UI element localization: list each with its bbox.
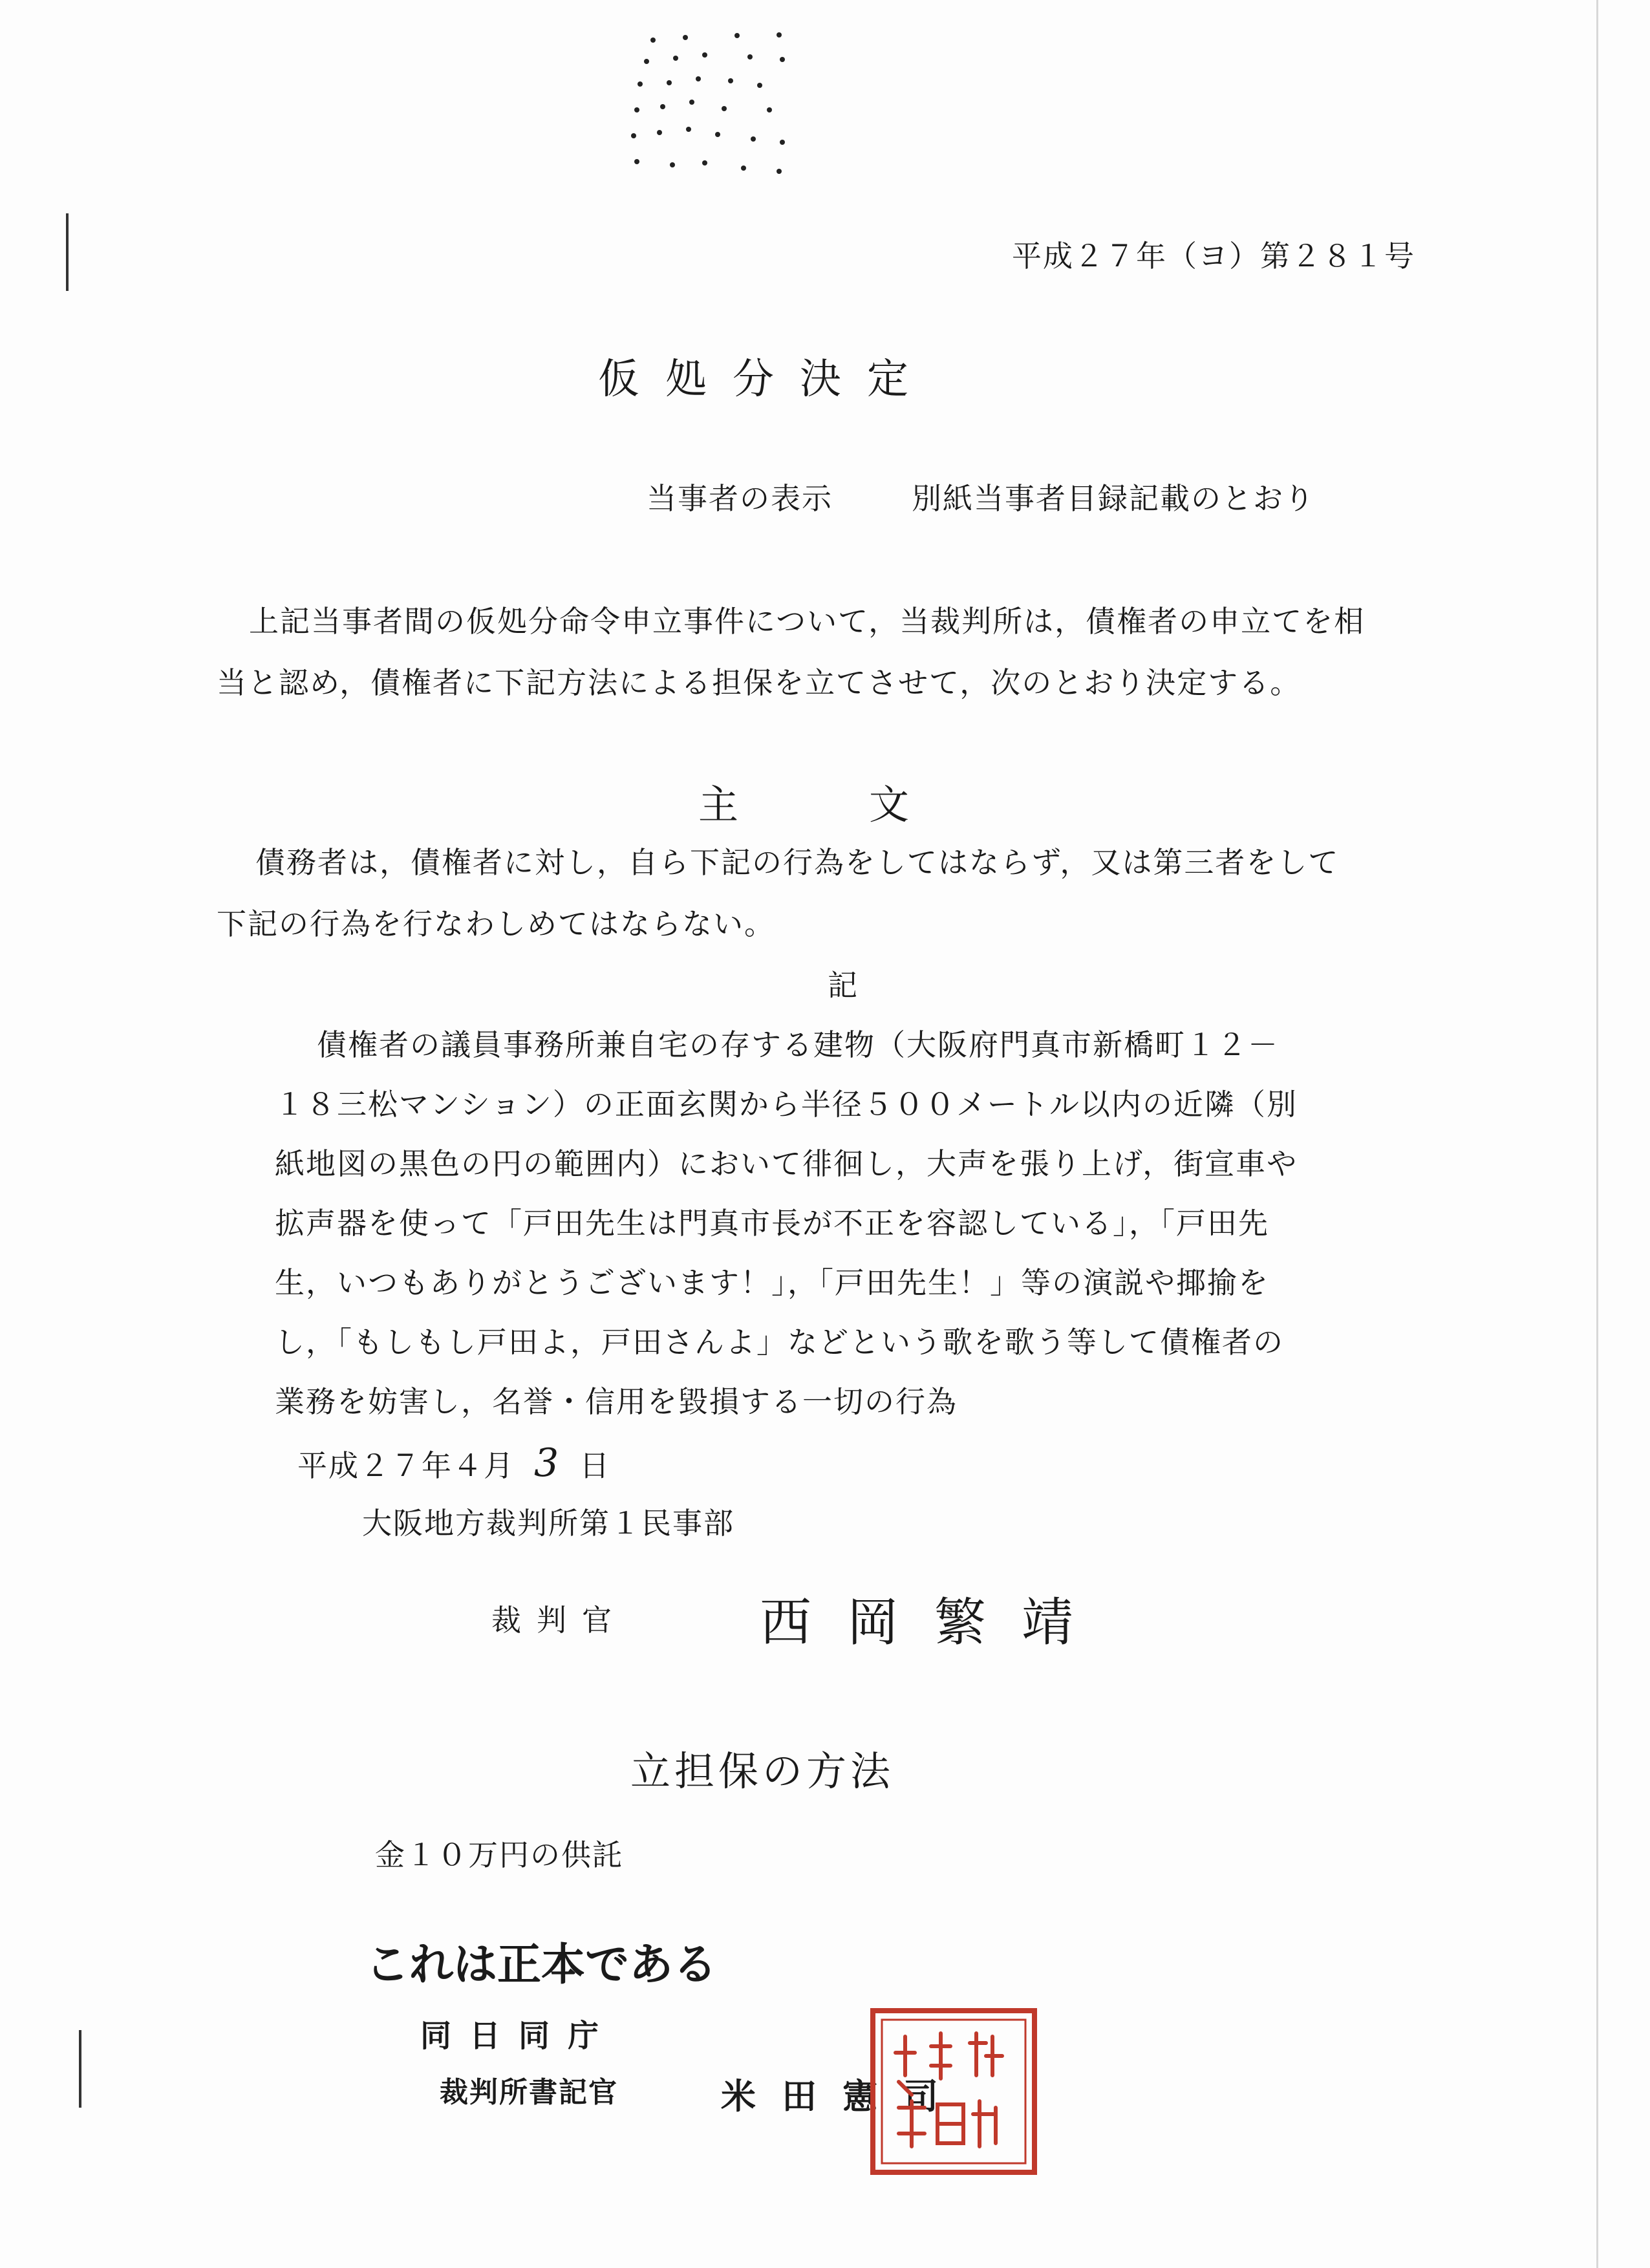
act-line-4: 拡声器を使って「戸田先生は門真市長が不正を容認している」，「戸田先 — [275, 1206, 1269, 1241]
parties-label: 当事者の表示 — [647, 481, 833, 516]
judge-name: 西岡繁靖 — [760, 1592, 1109, 1653]
date-suffix: 日 — [579, 1448, 611, 1483]
intro-line-2: 当と認め，債権者に下記方法による担保を立てさせて，次のとおり決定する。 — [217, 665, 1302, 700]
certification-statement: これは正本である — [365, 1940, 718, 1991]
punch-mark-top — [66, 213, 69, 291]
act-line-6: し，「もしもし戸田よ，戸田さんよ」などという歌を歌う等して債権者の — [275, 1325, 1284, 1360]
act-line-7: 業務を妨害し，名誉・信用を毀損する一切の行為 — [275, 1384, 958, 1419]
judge-label: 裁判官 — [491, 1603, 627, 1638]
case-number: 平成２７年（ヨ）第２８１号 — [1012, 239, 1415, 273]
page-edge-line — [1596, 0, 1598, 2268]
main-text-line-1: 債務者は，債権者に対し，自ら下記の行為をしてはならず，又は第三者をして — [255, 845, 1340, 880]
court-seal — [866, 2004, 1041, 2179]
security-content: 金１０万円の供託 — [375, 1837, 623, 1872]
clerk-name: 米田憲司 — [721, 2076, 964, 2117]
act-line-3: 紙地図の黒色の円の範囲内）において徘徊し，大声を張り上げ，街宣車や — [275, 1146, 1298, 1181]
act-line-2: １８三松マンション）の正面玄関から半径５００メートル以内の近隣（別 — [275, 1087, 1298, 1122]
main-text-line-2: 下記の行為を行なわしめてはならない。 — [217, 906, 775, 941]
punch-mark-bottom — [79, 2030, 81, 2108]
intro-line-1: 上記当事者間の仮処分命令申立事件について，当裁判所は，債権者の申立てを相 — [249, 604, 1366, 639]
date-day-handwritten: 3 — [534, 1440, 561, 1486]
security-heading: 立担保の方法 — [630, 1748, 895, 1795]
act-line-1: 債権者の議員事務所兼自宅の存する建物（大阪府門真市新橋町１２－ — [317, 1027, 1279, 1062]
clerk-label: 裁判所書記官 — [440, 2076, 618, 2109]
date-prefix: 平成２７年４月 — [297, 1448, 515, 1483]
certification-same-day: 同日同庁 — [420, 2018, 617, 2054]
perforation-dots — [621, 26, 815, 187]
act-line-5: 生，いつもありがとうございます！」，「戸田先生！」等の演説や揶揄を — [275, 1265, 1269, 1300]
parties-value: 別紙当事者目録記載のとおり — [912, 481, 1315, 516]
court-name: 大阪地方裁判所第１民事部 — [362, 1506, 734, 1541]
document-title: 仮処分決定 — [598, 356, 934, 403]
ki-marker: 記 — [828, 968, 859, 1003]
decision-date — [297, 1440, 610, 1486]
main-heading: 主 文 — [698, 781, 912, 828]
